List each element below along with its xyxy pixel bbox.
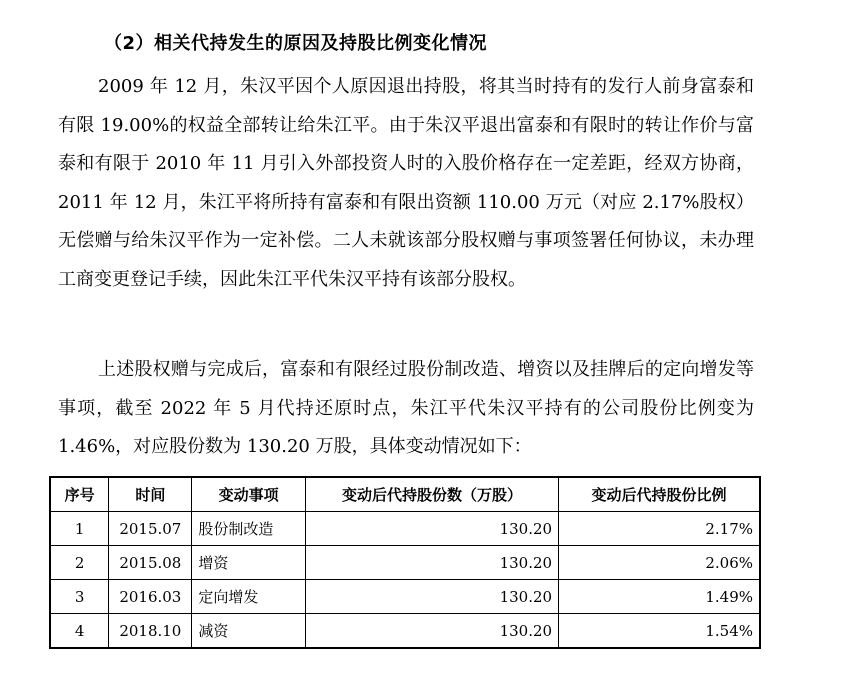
cell-event: 定向增发 [192, 580, 306, 614]
cell-event: 股份制改造 [192, 512, 306, 546]
cell-ratio: 2.17% [559, 512, 760, 546]
table-row [50, 580, 760, 614]
cell-no: 3 [50, 580, 109, 614]
cell-date: 2015.08 [109, 546, 192, 580]
column-header-no: 序号 [50, 477, 109, 512]
cell-date: 2015.07 [109, 512, 192, 546]
column-header-event: 变动事项 [192, 477, 306, 512]
column-header-date: 时间 [109, 477, 192, 512]
cell-event: 增资 [192, 546, 306, 580]
section-heading: （2）相关代持发生的原因及持股比例变化情况 [104, 33, 488, 54]
cell-no: 2 [50, 546, 109, 580]
cell-ratio: 1.49% [559, 580, 760, 614]
cell-date: 2018.10 [109, 614, 192, 649]
cell-date: 2016.03 [109, 580, 192, 614]
cell-no: 4 [50, 614, 109, 649]
cell-shares: 130.20 [305, 580, 558, 614]
shareholding-change-table [49, 476, 761, 649]
cell-shares: 130.20 [305, 512, 558, 546]
cell-shares: 130.20 [305, 614, 558, 649]
column-header-shares: 变动后代持股份数（万股） [305, 477, 558, 512]
cell-shares: 130.20 [305, 546, 558, 580]
table-header-row [50, 477, 760, 512]
cell-no: 1 [50, 512, 109, 546]
table-row [50, 512, 760, 546]
column-header-ratio: 变动后代持股份比例 [559, 477, 760, 512]
cell-ratio: 2.06% [559, 546, 760, 580]
cell-ratio: 1.54% [559, 614, 760, 649]
paragraph-1: 2009 年 12 月，朱汉平因个人原因退出持股，将其当时持有的发行人前身富泰和有限 19.00%的权益全部转让给朱江平。由于朱汉平退出富泰和有限时的转让作价与富泰和有限于 2010 年 11 月引入外部投资人时的入股价格存在一定差距，经双方协商，2011 年 12 月，朱江平将所持有富泰和有限出资额 110.00 万元（对应 2.17%股权）无偿赠与给朱汉平作为一定补偿。二人未就该部分股权赠与事项签署任何协议，未办理工商变更登记手续，因此朱江平代朱汉平持有该部分股权。 [58, 76, 754, 290]
cell-event: 减资 [192, 614, 306, 649]
table-row [50, 614, 760, 649]
table-row [50, 546, 760, 580]
paragraph-2: 上述股权赠与完成后，富泰和有限经过股份制改造、增资以及挂牌后的定向增发等事项，截至 2022 年 5 月代持还原时点，朱江平代朱汉平持有的公司股份比例变为 1.46%，对应股份数为 130.20 万股，具体变动情况如下： [58, 359, 754, 458]
